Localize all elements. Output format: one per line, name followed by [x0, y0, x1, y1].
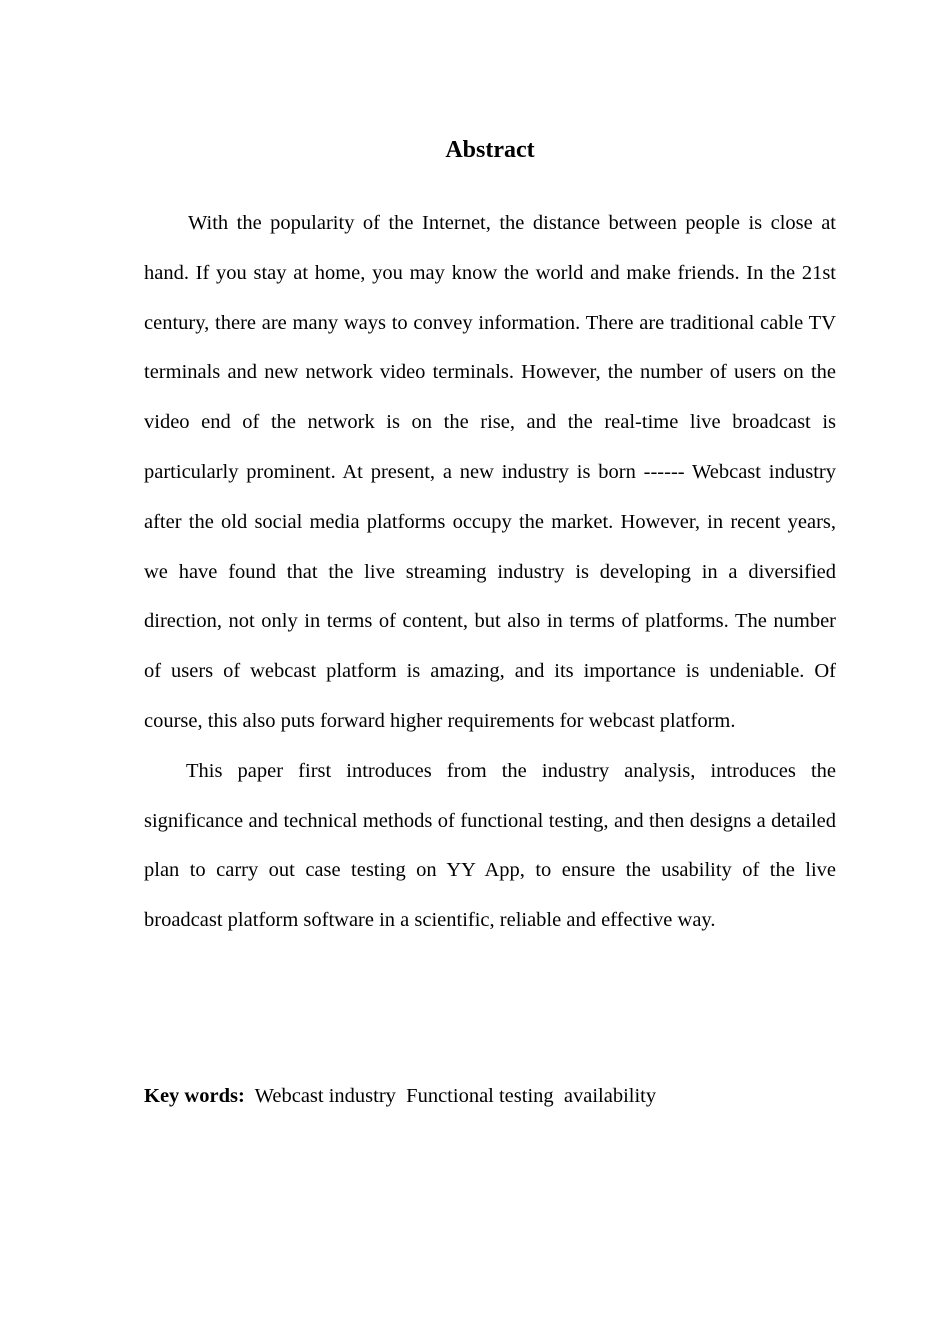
abstract-paragraph-2: This paper first introduces from the industry analysis, introduces the significance and technical methods of functional testing, and then designs a detailed plan to carry out case testing on YY App, to ensure the usability of the live broadcast platform software in a scientific, reliable and effective way.	[144, 759, 836, 932]
abstract-paragraph-1: With the popularity of the Internet, the distance between people is close at hand. If you stay at home, you may know the world and make friends. In the 21st century, there are many ways to convey information. There are traditional cable TV terminals and new network video terminals. However, the number of users on the video end of the network is on the rise, and the real-time live broadcast is particularly prominent. At present, a new industry is born ------ Webcast industry after the old social media platforms occupy the market. However, in recent years, we have found that the live streaming industry is developing in a diversified direction, not only in terms of content, but also in terms of platforms. The number of users of webcast platform is amazing, and its importance is undeniable. Of course, this also puts forward higher requirements for webcast platform.	[144, 212, 836, 732]
keywords-label: Key words:	[144, 1085, 245, 1107]
abstract-body	[144, 199, 836, 946]
keywords-line	[144, 1078, 836, 1114]
keyword-item: availability	[563, 1085, 657, 1107]
keyword-item: Functional testing	[406, 1085, 554, 1107]
keyword-item: Webcast industry	[254, 1085, 396, 1107]
abstract-title: Abstract	[445, 137, 535, 163]
